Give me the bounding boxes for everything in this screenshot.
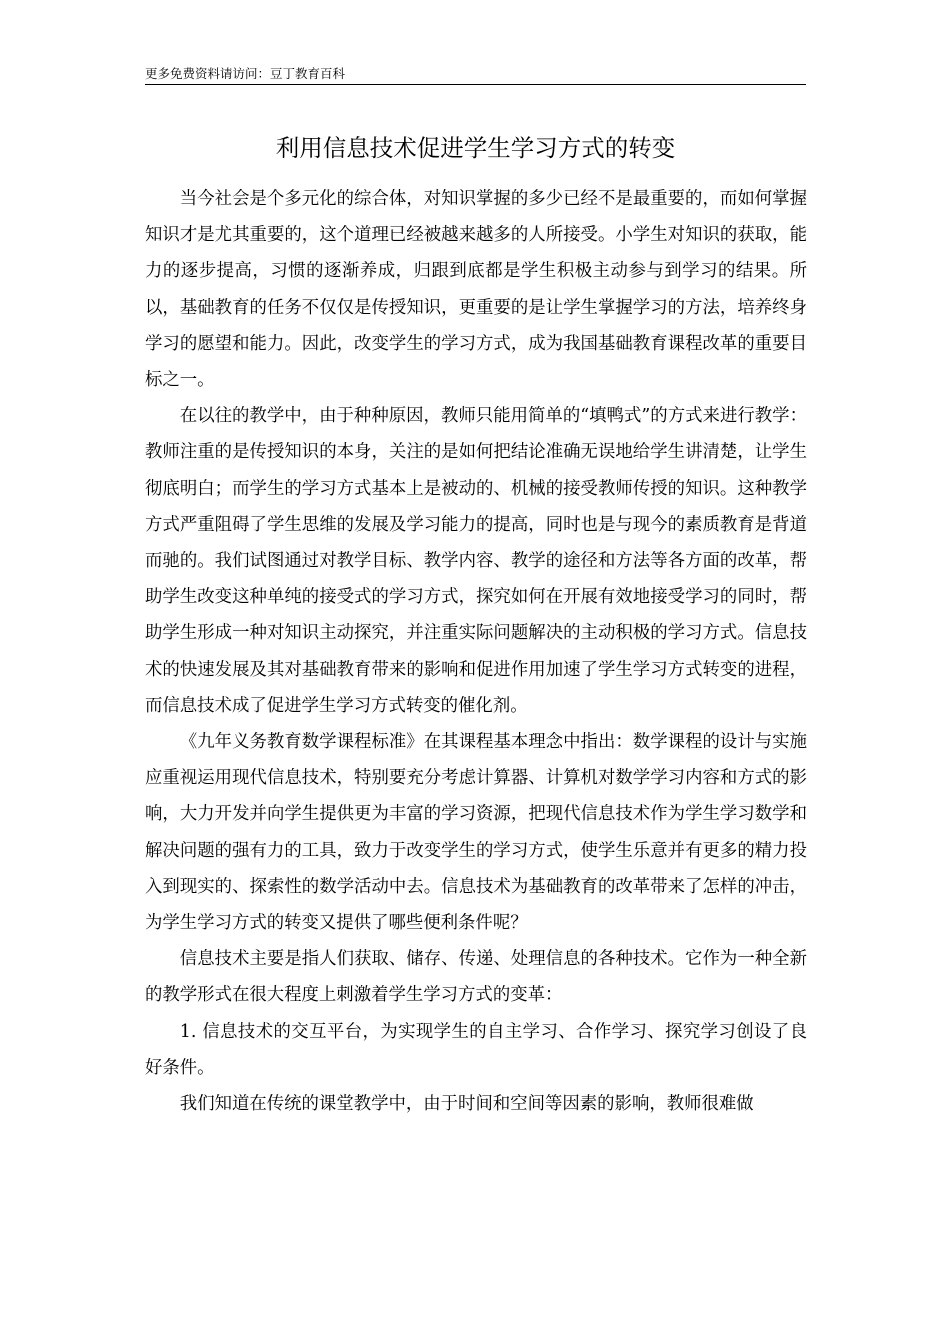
paragraph: 我们知道在传统的课堂教学中，由于时间和空间等因素的影响，教师很难做 bbox=[179, 1094, 754, 1115]
paragraph: 1. 信息技术的交互平台，为实现学生的自主学习、合作学习、探究学习创设了良好条件。 bbox=[145, 1021, 807, 1078]
paragraph: 信息技术主要是指人们获取、储存、传递、处理信息的各种技术。它作为一种全新的教学形式在很大程度上刺激着学生学习方式的变革： bbox=[145, 949, 807, 1006]
paragraph: 当今社会是个多元化的综合体，对知识掌握的多少已经不是最重要的，而如何掌握知识才是尤其重要的，这个道理已经被越来越多的人所接受。小学生对知识的获取，能力的逐步提高，习惯的逐渐养成，归跟到底都是学生积极主动参与到学习的结果。所以，基础教育的任务不仅仅是传授知识，更重要的是让学生掌握学习的方法，培养终身学习的愿望和能力。因此，改变学生的学习方式，成为我国基础教育课程改革的重要目标之一。 bbox=[145, 189, 807, 391]
document-body bbox=[145, 181, 807, 1122]
paragraph: 《九年义务教育数学课程标准》在其课程基本理念中指出：数学课程的设计与实施应重视运用现代信息技术，特别要充分考虑计算器、计算机对数学学习内容和方式的影响，大力开发并向学生提供更为丰富的学习资源，把现代信息技术作为学生学习数学和解决问题的强有力的工具，致力于改变学生的学习方式，使学生乐意并有更多的精力投入到现实的、探索性的数学活动中去。信息技术为基础教育的改革带来了怎样的冲击，为学生学习方式的转变又提供了哪些便利条件呢？ bbox=[145, 732, 807, 934]
page-header: 更多免费资料请访问：豆丁教育百科 bbox=[145, 66, 346, 81]
paragraph: 在以往的教学中，由于种种原因，教师只能用简单的“填鸭式”的方式来进行教学：教师注重的是传授知识的本身，关注的是如何把结论准确无误地给学生讲清楚，让学生彻底明白；而学生的学习方式基本上是被动的、机械的接受教师传授的知识。这种教学方式严重阻碍了学生思维的发展及学习能力的提高，同时也是与现今的素质教育是背道而驰的。我们试图通过对教学目标、教学内容、教学的途径和方法等各方面的改革，帮助学生改变这种单纯的接受式的学习方式，探究如何在开展有效地接受学习的同时，帮助学生形成一种对知识主动探究，并注重实际问题解决的主动积极的学习方式。信息技术的快速发展及其对基础教育带来的影响和促进作用加速了学生学习方式转变的进程，而信息技术成了促进学生学习方式转变的催化剂。 bbox=[145, 406, 807, 716]
header-divider bbox=[145, 84, 806, 85]
document-title: 利用信息技术促进学生学习方式的转变 bbox=[275, 134, 676, 162]
